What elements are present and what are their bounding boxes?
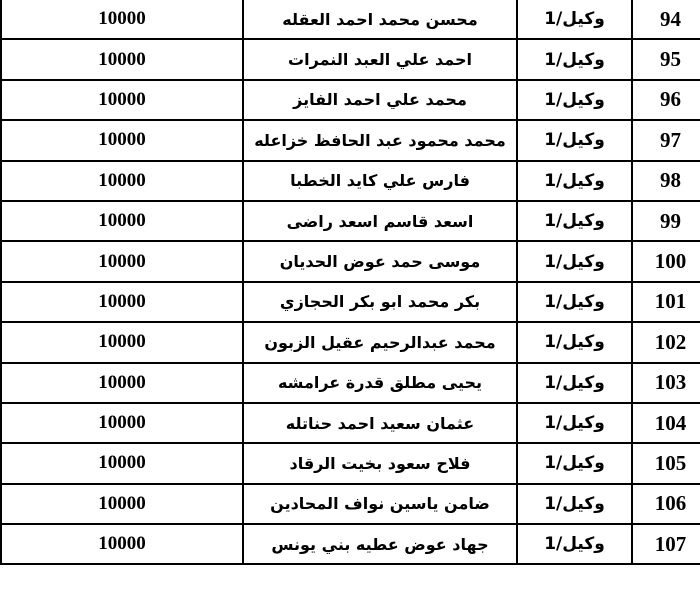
role-cell: وكيل/1: [517, 322, 632, 362]
table-row: [1, 201, 700, 241]
name-cell: محمد عبدالرحيم عقيل الزبون: [243, 322, 517, 362]
role-cell: وكيل/1: [517, 0, 632, 39]
role-cell: وكيل/1: [517, 282, 632, 322]
amount-cell: 10000: [1, 39, 243, 79]
amount-cell: 10000: [1, 120, 243, 160]
amount-cell: 10000: [1, 161, 243, 201]
row-number-cell: 101: [632, 282, 700, 322]
name-cell: محمد محمود عبد الحافظ خزاعله: [243, 120, 517, 160]
row-number-cell: 106: [632, 484, 700, 524]
roster-body: [1, 0, 700, 564]
amount-cell: 10000: [1, 201, 243, 241]
amount-cell: 10000: [1, 282, 243, 322]
role-cell: وكيل/1: [517, 403, 632, 443]
table-row: [1, 322, 700, 362]
table-row: [1, 120, 700, 160]
name-cell: موسى حمد عوض الحديان: [243, 241, 517, 281]
table-row: [1, 443, 700, 483]
row-number-cell: 103: [632, 363, 700, 403]
row-number-cell: 98: [632, 161, 700, 201]
name-cell: يحيى مطلق قدرة عرامشه: [243, 363, 517, 403]
amount-cell: 10000: [1, 443, 243, 483]
row-number-cell: 96: [632, 80, 700, 120]
name-cell: فارس علي كايد الخطبا: [243, 161, 517, 201]
role-cell: وكيل/1: [517, 161, 632, 201]
name-cell: اسعد قاسم اسعد راضى: [243, 201, 517, 241]
amount-cell: 10000: [1, 241, 243, 281]
row-number-cell: 107: [632, 524, 700, 564]
name-cell: محسن محمد احمد العقله: [243, 0, 517, 39]
table-row: [1, 39, 700, 79]
role-cell: وكيل/1: [517, 120, 632, 160]
role-cell: وكيل/1: [517, 363, 632, 403]
amount-cell: 10000: [1, 363, 243, 403]
row-number-cell: 102: [632, 322, 700, 362]
table-row: [1, 282, 700, 322]
row-number-cell: 99: [632, 201, 700, 241]
amount-cell: 10000: [1, 484, 243, 524]
name-cell: بكر محمد ابو بكر الحجازي: [243, 282, 517, 322]
role-cell: وكيل/1: [517, 484, 632, 524]
amount-cell: 10000: [1, 80, 243, 120]
table-row: [1, 241, 700, 281]
amount-cell: 10000: [1, 403, 243, 443]
table-row: [1, 363, 700, 403]
role-cell: وكيل/1: [517, 443, 632, 483]
table-row: [1, 403, 700, 443]
table-row: [1, 524, 700, 564]
amount-cell: 10000: [1, 524, 243, 564]
role-cell: وكيل/1: [517, 201, 632, 241]
amount-cell: 10000: [1, 0, 243, 39]
amount-cell: 10000: [1, 322, 243, 362]
name-cell: محمد علي احمد الفايز: [243, 80, 517, 120]
name-cell: عثمان سعيد احمد حناتله: [243, 403, 517, 443]
name-cell: ضامن ياسين نواف المحادين: [243, 484, 517, 524]
role-cell: وكيل/1: [517, 241, 632, 281]
row-number-cell: 94: [632, 0, 700, 39]
name-cell: جهاد عوض عطيه بني يونس: [243, 524, 517, 564]
table-row: [1, 0, 700, 39]
row-number-cell: 104: [632, 403, 700, 443]
table-row: [1, 80, 700, 120]
table-row: [1, 161, 700, 201]
name-cell: احمد علي العبد النمرات: [243, 39, 517, 79]
row-number-cell: 97: [632, 120, 700, 160]
row-number-cell: 105: [632, 443, 700, 483]
name-cell: فلاح سعود بخيت الرقاد: [243, 443, 517, 483]
row-number-cell: 95: [632, 39, 700, 79]
role-cell: وكيل/1: [517, 524, 632, 564]
row-number-cell: 100: [632, 241, 700, 281]
role-cell: وكيل/1: [517, 39, 632, 79]
table-row: [1, 484, 700, 524]
role-cell: وكيل/1: [517, 80, 632, 120]
